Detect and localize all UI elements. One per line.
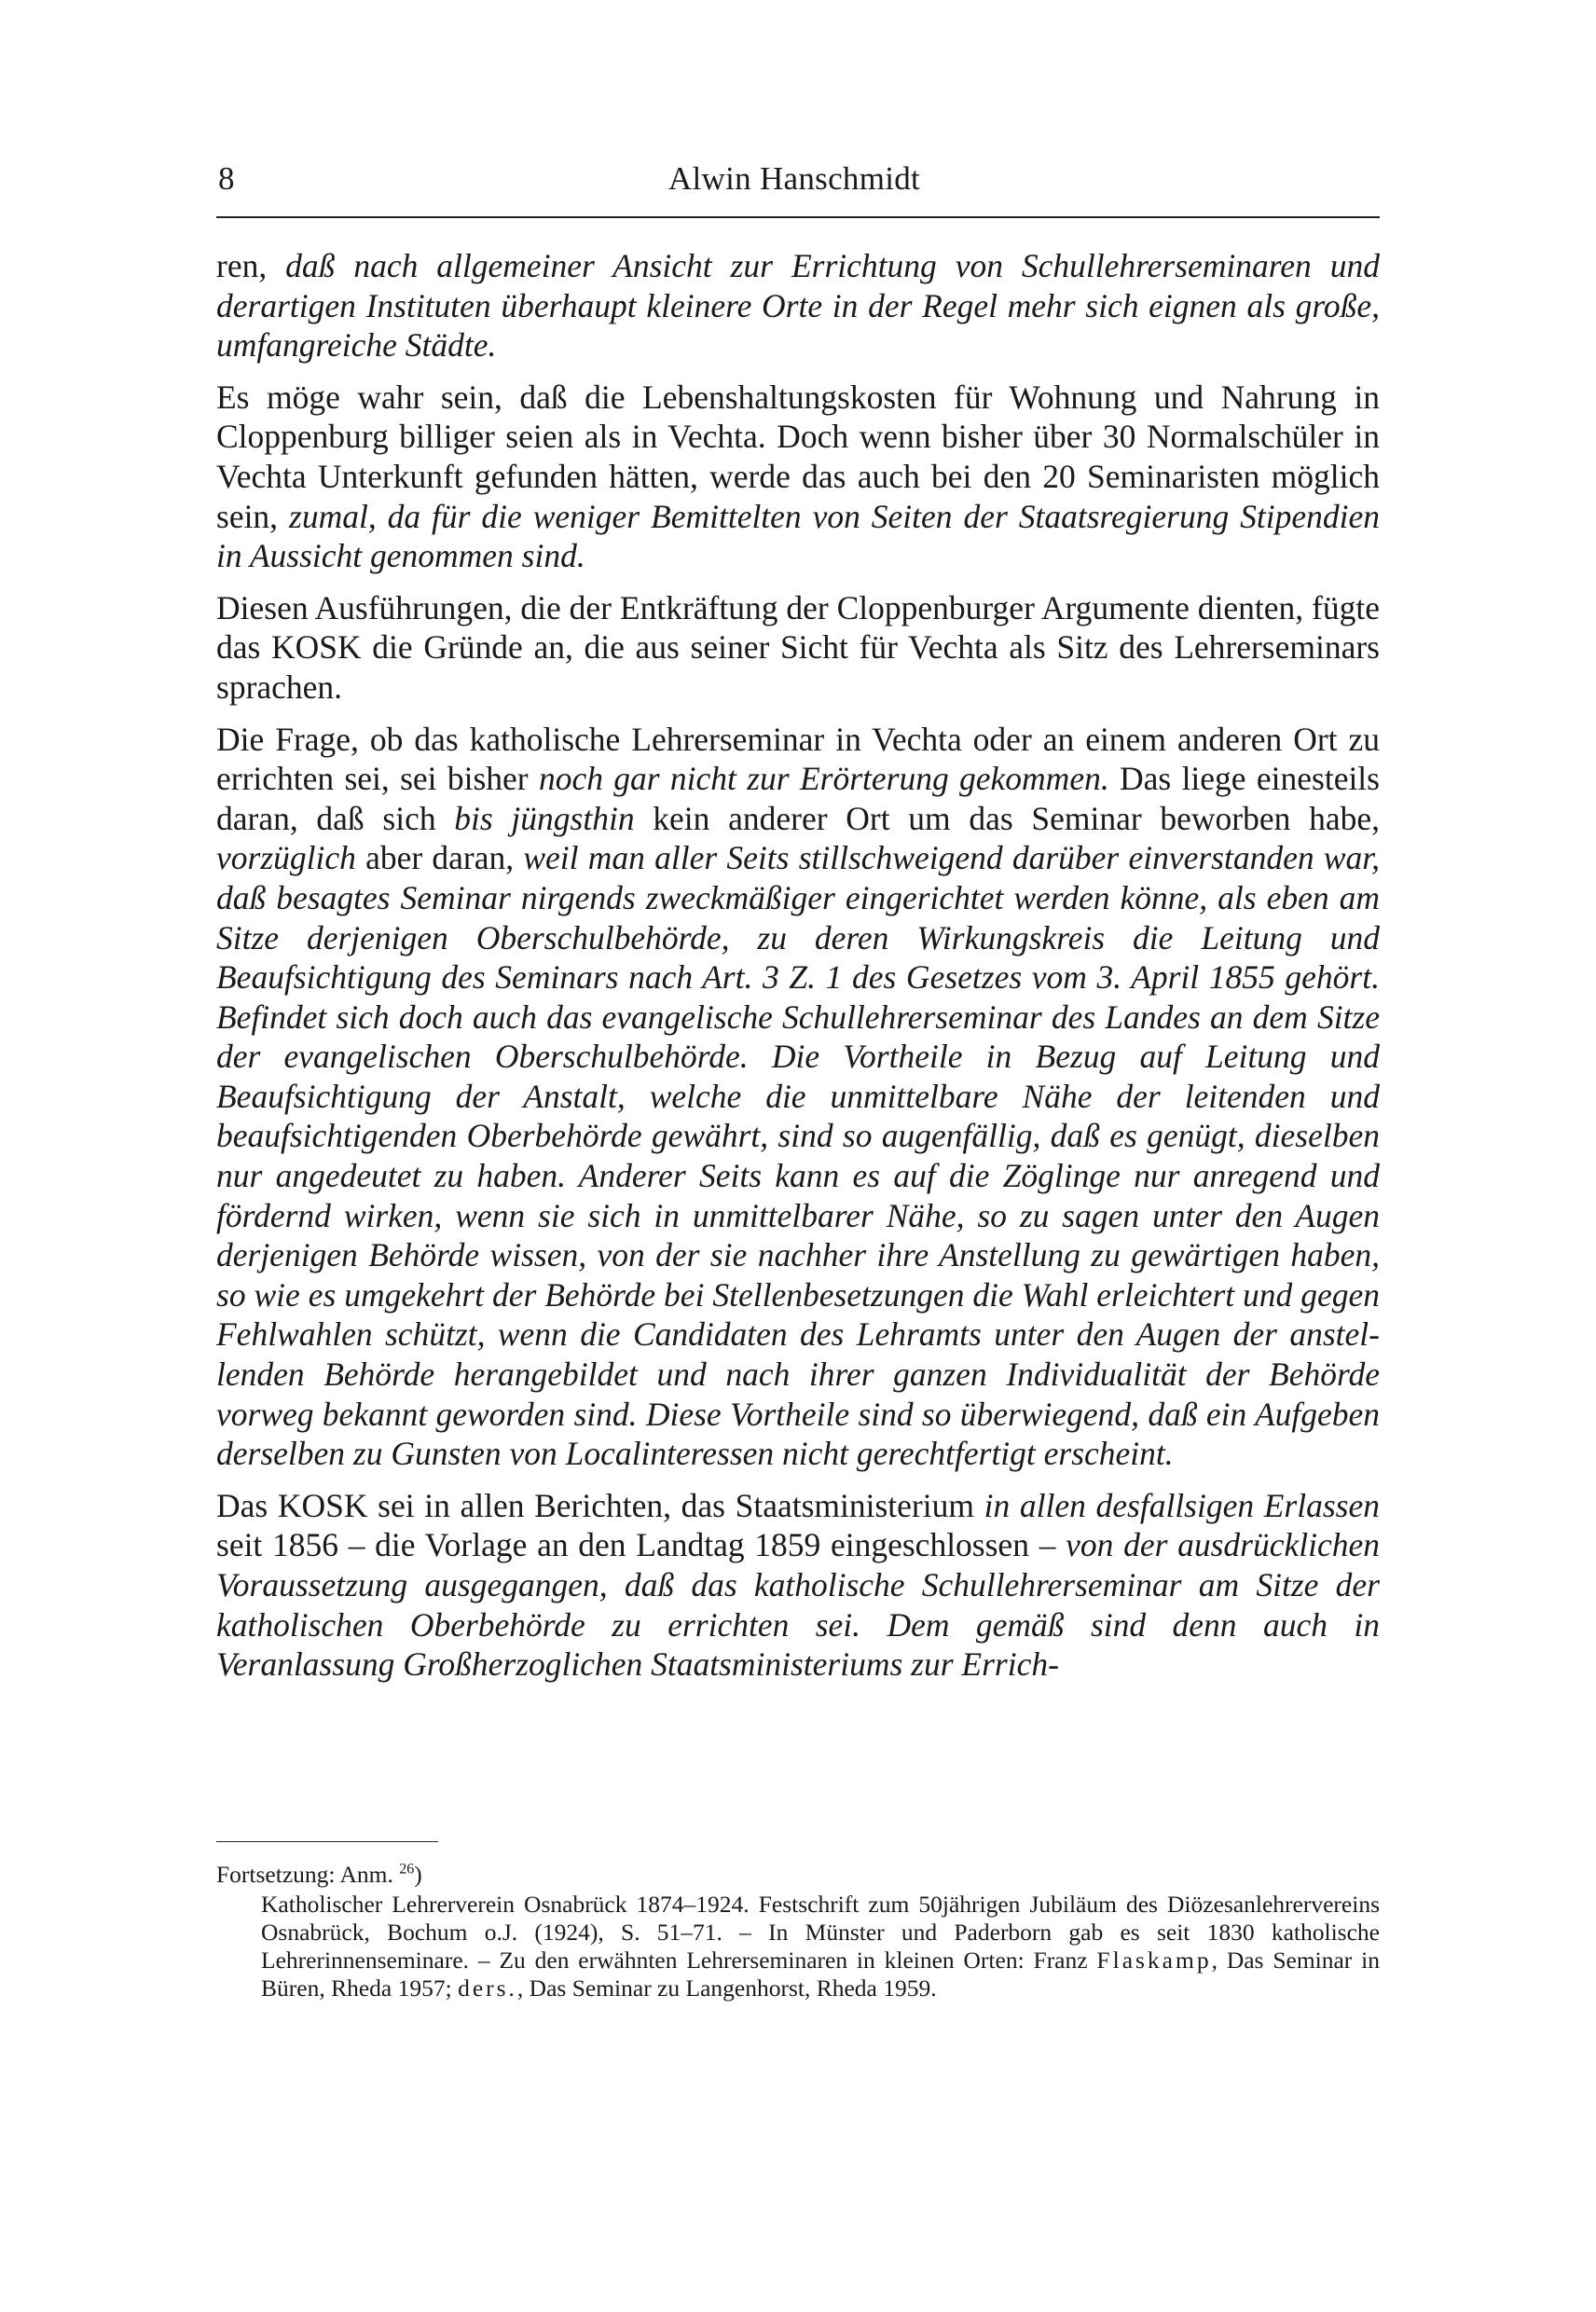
footnote-rule xyxy=(216,1841,438,1842)
paragraph-1: ren, daß nach allgemeiner Ansicht zur Errichtung von Schullehrerseminaren und derartigen Instituten überhaupt kleinere Orte in der Regel mehr sich eignen als große, umfangreiche Städte. xyxy=(216,247,1380,365)
footnote-text: Katholischer Lehrerverein Osnabrück 1874–1924. Festschrift zum 50jährigen Jubiläum des Diözesanlehrervereins Osnabrück, Bochum o.J. (1924), S. 51–71. – In Münster und Paderborn gab es seit 1830 katholische Lehrerinnenseminare. – Zu den erwähnten Lehrerseminaren in kleinen Orten: Franz Flaskamp, Das Seminar in Büren, Rheda 1957; ders., Das Seminar zu Langenhorst, Rheda 1959. xyxy=(261,1891,1380,2002)
quotation: noch gar nicht zur Erörterung gekommen. xyxy=(538,760,1109,798)
quotation: von der ausdrücklichen Voraussetzung ausgegangen, daß das katholische Schullehrerseminar am Sitze der katholischen Oberbehörde zu errichten sei. Dem gemäß sind denn auch in Veranlassung Großherzoglichen Staatsministeriums zur Errich- xyxy=(216,1526,1380,1684)
page-number: 8 xyxy=(218,160,235,197)
quotation: bis jüngsthin xyxy=(454,799,635,837)
paragraph-4: Die Frage, ob das katholische Lehrerseminar in Vechta oder an einem anderen Ort zu errichten sei, sei bisher noch gar nicht zur Erörterung gekommen. Das liege einesteils daran, daß sich bis jüngsthin kein anderer Ort um das Seminar beworben habe, vorzüglich aber daran, weil man aller Seits stillschweigend darüber einverstanden war, daß besagtes Seminar nirgends zweckmäßiger eingerichtet werden könne, als eben am Sitze derjenigen Oberschulbehörde, zu deren Wirkungskreis die Leitung und Beaufsichtigung des Seminars nach Art. 3 Z. 1 des Gesetzes vom 3. April 1855 gehört. Befindet sich doch auch das evangelische Schullehrerseminar des Landes an dem Sitze der evangelischen Oberschulbehörde. Die Vortheile in Bezug auf Leitung und Beaufsichtigung der Anstalt, welche die unmittelbare Nähe der leitenden und beaufsichtigenden Oberbehörde gewährt, sind so augenfällig, daß es genügt, dieselben nur angedeutet zu haben. Anderer Seits kann es auf die Zöglinge nur anregend und fördernd wirken, wenn sie sich in unmittelbarer Nähe, so zu sagen unter den Augen derjenigen Behörde wissen, von der sie nachher ihre Anstellung zu gewärtigen haben, so wie es umgekehrt der Behörde bei Stellenbesetzungen die Wahl erleichtert und gegen Fehlwahlen schützt, wenn die Candidaten des Lehramts unter den Augen der anstellenden Behörde herangebildet und nach ihrer ganzen Individualität der Behörde vorweg bekannt geworden sind. Diese Vortheile sind so überwiegend, daß ein Aufgeben derselben zu Gunsten von Localinteressen nicht gerechtfertigt erscheint. xyxy=(216,720,1380,1473)
footnote-continuation: Fortsetzung: Anm. $^{26}$) xyxy=(216,1861,422,1888)
running-head: Alwin Hanschmidt xyxy=(667,160,921,197)
footnote-reference: 26 xyxy=(399,1861,415,1878)
quotation: daß nach allgemeiner Ansicht zur Errichtung von Schullehrerseminaren und derartigen Instituten überhaupt kleinere Orte in der Regel mehr sich eignen als große, umfangreiche Städte. xyxy=(216,247,1380,365)
quotation: vorzüglich xyxy=(216,839,356,877)
header-rule xyxy=(216,216,1380,218)
body-text xyxy=(216,246,1380,1697)
page-header xyxy=(207,157,1382,209)
author-name: Flaskamp xyxy=(1096,1947,1212,1974)
paragraph-2: Es möge wahr sein, daß die Lebenshaltungskosten für Wohnung und Nahrung in Cloppenburg billiger seien als in Vechta. Doch wenn bisher über 30 Normalschüler in Vechta Unterkunft gefunden hätten, werde das auch bei den 20 Seminaristen möglich sein, zumal, da für die weniger Bemittelten von Seiten der Staatsregierung Stipendien in Aussicht genommen sind. xyxy=(216,378,1380,575)
author-abbrev: ders. xyxy=(458,1975,517,2002)
paragraph-5: Das KOSK sei in allen Berichten, das Staatsministerium in allen desfallsigen Erlassen seit 1856 – die Vorlage an den Landtag 1859 eingeschlossen – von der ausdrücklichen Voraussetzung ausgegangen, daß das katholische Schullehrerseminar am Sitze der katholischen Oberbehörde zu errichten sei. Dem gemäß sind denn auch in Veranlassung Großherzoglichen Staatsministeriums zur Errich- xyxy=(216,1486,1380,1684)
page xyxy=(207,0,1382,2312)
paragraph-3: Diesen Ausführungen, die der Entkräftung der Cloppenburger Argumente dienten, fügte das KOSK die Gründe an, die aus seiner Sicht für Vechta als Sitz des Lehrerseminars sprachen. xyxy=(216,588,1380,706)
quotation: zumal, da für die weniger Bemittelten von Seiten der Staatsregierung Stipendien in Aussicht genommen sind. xyxy=(216,497,1380,575)
quotation: in allen desfallsigen Erlassen xyxy=(984,1486,1380,1524)
footnotes xyxy=(216,1861,1380,2002)
quotation: weil man aller Seits stillschweigend darüber einverstanden war, daß besagtes Seminar nirgends zweckmäßiger eingerichtet werden könne, als eben am Sitze derjenigen Oberschulbehörde, zu deren Wirkungskreis die Leitung und Beaufsichtigung des Seminars nach Art. 3 Z. 1 des Gesetzes vom 3. April 1855 gehört. Befindet sich doch auch das evangelische Schullehrerseminar des Landes an dem Sitze der evangelischen Oberschulbehörde. Die Vortheile in Bezug auf Leitung und Beaufsichtigung der Anstalt, welche die unmittelbare Nähe der leitenden und beaufsichtigenden Oberbehörde gewährt, sind so augenfällig, daß es genügt, dieselben nur angedeutet zu haben. Anderer Seits kann es auf die Zöglinge nur anregend und fördernd wirken, wenn sie sich in unmittelbarer Nähe, so zu sagen unter den Augen derjenigen Behörde wissen, von der sie nachher ihre Anstellung zu gewärtigen haben, so wie es umgekehrt der Behörde bei Stellenbesetzungen die Wahl erleichtert und gegen Fehlwahlen schützt, wenn die Candidaten des Lehramts unter den Augen der anstellenden Behörde herangebildet und nach ihrer ganzen Individualität der Behörde vorweg bekannt geworden sind. Diese Vortheile sind so überwiegend, daß ein Aufgeben derselben zu Gunsten von Localinteressen nicht gerechtfertigt erscheint. xyxy=(216,839,1380,1473)
